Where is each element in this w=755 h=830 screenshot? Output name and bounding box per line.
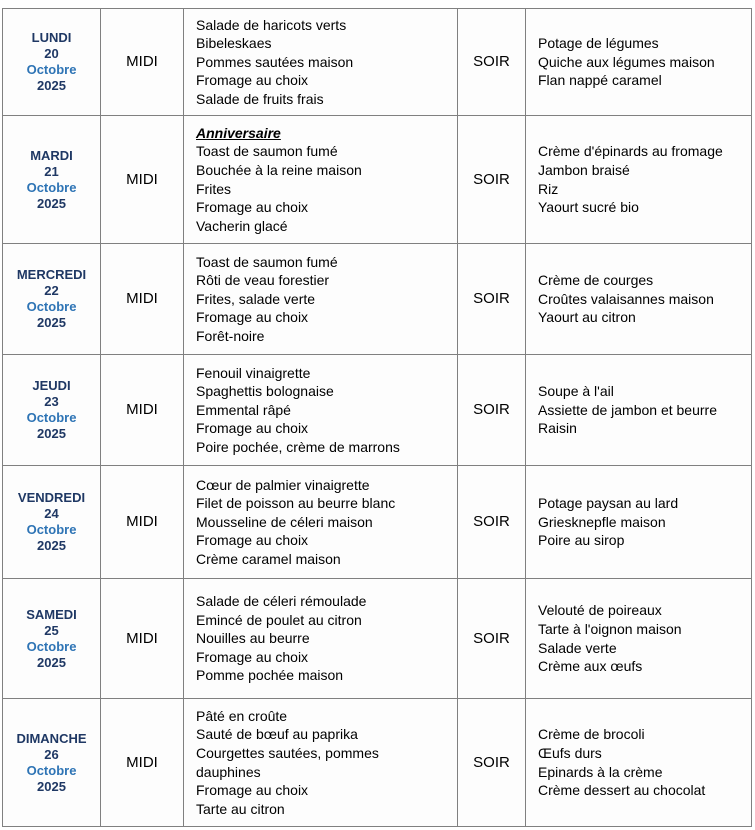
- menu-item: Jambon braisé: [538, 161, 630, 178]
- midi-label: MIDI: [126, 401, 158, 418]
- soir-label: SOIR: [473, 170, 510, 188]
- menu-item: Pomme pochée maison: [196, 667, 344, 684]
- day-year: 2025: [37, 778, 66, 794]
- menu-item: Crème d'épinards au fromage: [538, 143, 723, 160]
- day-year: 2025: [37, 195, 66, 211]
- menu-row: [3, 579, 752, 699]
- soir-label-cell: [458, 355, 526, 466]
- day-cell: [3, 116, 101, 244]
- midi-label-cell: [101, 116, 184, 244]
- day-year: 2025: [37, 538, 66, 553]
- menu-item: Forêt-noire: [196, 327, 265, 344]
- menu-item: Riz: [538, 180, 559, 197]
- menu-row: [3, 699, 752, 827]
- menu-row: [3, 116, 752, 244]
- soir-menu-list: [538, 34, 745, 90]
- midi-label-cell: [101, 466, 184, 579]
- menu-item: Emincé de poulet au citron: [196, 611, 362, 628]
- menu-row: [3, 244, 752, 355]
- soir-label-cell: [458, 244, 526, 355]
- day-year: 2025: [37, 426, 66, 441]
- menu-item: Griesknepfle maison: [538, 513, 666, 530]
- menu-item: Fromage au choix: [196, 648, 309, 665]
- midi-menu-list: [196, 142, 431, 235]
- midi-menu-list: [196, 476, 431, 569]
- soir-menu-cell: [526, 355, 752, 466]
- soir-label: SOIR: [473, 629, 510, 647]
- soir-menu-cell: [526, 579, 752, 699]
- menu-item: Emmental râpé: [196, 401, 291, 418]
- midi-label: MIDI: [126, 170, 158, 188]
- soir-label-cell: [458, 579, 526, 699]
- day-date: 22: [44, 283, 59, 298]
- day-year: 2025: [37, 78, 66, 93]
- soir-label: SOIR: [473, 290, 510, 307]
- day-month: Octobre: [26, 762, 77, 778]
- soir-label-cell: [458, 116, 526, 244]
- menu-item: Fromage au choix: [196, 532, 309, 549]
- midi-label-cell: [101, 699, 184, 827]
- menu-item: Pommes sautées maison: [196, 53, 354, 70]
- menu-item: Cœur de palmier vinaigrette: [196, 476, 370, 493]
- midi-label: MIDI: [126, 53, 158, 70]
- midi-menu-cell: [184, 355, 458, 466]
- menu-item: Fromage au choix: [196, 72, 309, 89]
- day-date: 20: [44, 46, 59, 61]
- menu-item: Courgettes sautées, pommes dauphines: [196, 744, 379, 780]
- menu-item: Vacherin glacé: [196, 217, 288, 234]
- day-year: 2025: [37, 654, 66, 670]
- soir-label: SOIR: [473, 513, 510, 530]
- menu-table: [2, 8, 752, 827]
- soir-label-cell: [458, 699, 526, 827]
- menu-item: Salade de haricots verts: [196, 16, 347, 33]
- day-date: 26: [44, 746, 59, 762]
- menu-item: Poire au sirop: [538, 532, 625, 549]
- day-name: MERCREDI: [16, 267, 87, 282]
- day-name: MARDI: [30, 147, 73, 163]
- soir-menu-cell: [526, 116, 752, 244]
- menu-item: Nouilles au beurre: [196, 630, 310, 647]
- soir-label: SOIR: [473, 401, 510, 418]
- menu-item: Frites: [196, 180, 231, 197]
- midi-label-cell: [101, 244, 184, 355]
- menu-table-body: [3, 9, 752, 827]
- midi-menu-list: [196, 253, 431, 346]
- menu-item: Bibeleskaes: [196, 35, 272, 52]
- menu-item: Crème caramel maison: [196, 550, 341, 567]
- menu-row: [3, 9, 752, 116]
- day-date: 25: [44, 622, 59, 638]
- menu-item: Salade verte: [538, 639, 617, 656]
- day-year: 2025: [37, 315, 66, 330]
- menu-item: Spaghettis bolognaise: [196, 383, 334, 400]
- day-month: Octobre: [26, 410, 77, 425]
- soir-menu-cell: [526, 699, 752, 827]
- menu-item: Yaourt sucré bio: [538, 199, 639, 216]
- menu-item: Fromage au choix: [196, 309, 309, 326]
- menu-item: Epinards à la crème: [538, 763, 663, 780]
- menu-item: Fromage au choix: [196, 420, 309, 437]
- soir-label-cell: [458, 466, 526, 579]
- menu-item: Soupe à l'ail: [538, 383, 614, 400]
- midi-menu-cell: [184, 244, 458, 355]
- menu-item: Potage paysan au lard: [538, 495, 679, 512]
- midi-menu-cell: [184, 579, 458, 699]
- day-month: Octobre: [26, 62, 77, 77]
- day-cell: [3, 355, 101, 466]
- soir-label: SOIR: [473, 753, 510, 771]
- menu-item: Tarte au citron: [196, 800, 285, 817]
- menu-item: Raisin: [538, 420, 577, 437]
- menu-item: Salade de céleri rémoulade: [196, 593, 367, 610]
- menu-item: Fenouil vinaigrette: [196, 364, 311, 381]
- menu-item: Toast de saumon fumé: [196, 253, 338, 270]
- menu-item: Sauté de bœuf au paprika: [196, 726, 358, 743]
- menu-item: Velouté de poireaux: [538, 602, 662, 619]
- day-name: DIMANCHE: [16, 730, 87, 746]
- menu-item: Œufs durs: [538, 744, 602, 761]
- menu-item: Poire pochée, crème de marrons: [196, 438, 400, 455]
- soir-menu-list: [538, 725, 745, 799]
- midi-menu-cell: [184, 9, 458, 116]
- day-cell: [3, 9, 101, 116]
- menu-item: Quiche aux légumes maison: [538, 53, 715, 70]
- menu-item: Bouchée à la reine maison: [196, 161, 362, 178]
- soir-menu-list: [538, 271, 745, 327]
- midi-label: MIDI: [126, 290, 158, 307]
- soir-menu-cell: [526, 244, 752, 355]
- day-date: 24: [44, 506, 59, 521]
- day-month: Octobre: [26, 299, 77, 314]
- menu-item: Frites, salade verte: [196, 290, 316, 307]
- midi-menu-list: [196, 707, 431, 819]
- menu-item: Flan nappé caramel: [538, 72, 662, 89]
- menu-item: Fromage au choix: [196, 199, 309, 216]
- soir-label-cell: [458, 9, 526, 116]
- menu-item: Crème de brocoli: [538, 726, 645, 743]
- soir-label: SOIR: [473, 53, 510, 70]
- midi-label: MIDI: [126, 513, 158, 530]
- soir-menu-list: [538, 494, 745, 550]
- day-cell: [3, 579, 101, 699]
- midi-menu-list: [196, 592, 431, 685]
- soir-menu-list: [538, 382, 745, 438]
- menu-item: Filet de poisson au beurre blanc: [196, 495, 396, 512]
- menu-item: Salade de fruits frais: [196, 90, 324, 107]
- menu-item: Potage de légumes: [538, 35, 659, 52]
- menu-item: Fromage au choix: [196, 782, 309, 799]
- menu-item: Crème aux œufs: [538, 658, 643, 675]
- day-cell: [3, 244, 101, 355]
- soir-menu-list: [538, 142, 745, 216]
- menu-item: Tarte à l'oignon maison: [538, 620, 682, 637]
- day-date: 23: [44, 394, 59, 409]
- midi-menu-cell: [184, 116, 458, 244]
- special-note: Anniversaire: [196, 124, 281, 141]
- menu-item: Yaourt au citron: [538, 309, 636, 326]
- day-name: JEUDI: [32, 378, 71, 393]
- soir-menu-cell: [526, 466, 752, 579]
- menu-item: Pâté en croûte: [196, 707, 288, 724]
- menu-row: [3, 466, 752, 579]
- midi-label: MIDI: [126, 753, 158, 771]
- menu-item: Mousseline de céleri maison: [196, 513, 373, 530]
- menu-item: Assiette de jambon et beurre: [538, 401, 717, 418]
- midi-menu-cell: [184, 466, 458, 579]
- day-cell: [3, 699, 101, 827]
- menu-item: Crème dessert au chocolat: [538, 782, 706, 799]
- midi-menu-list: [196, 364, 431, 457]
- day-name: LUNDI: [31, 30, 72, 45]
- menu-item: Rôti de veau forestier: [196, 272, 330, 289]
- day-date: 21: [44, 163, 59, 179]
- day-name: SAMEDI: [26, 606, 77, 622]
- soir-menu-list: [538, 601, 745, 675]
- midi-label-cell: [101, 9, 184, 116]
- day-name: VENDREDI: [17, 490, 86, 505]
- midi-label: MIDI: [126, 629, 158, 647]
- midi-menu-cell: [184, 699, 458, 827]
- menu-item: Croûtes valaisannes maison: [538, 290, 714, 307]
- soir-menu-cell: [526, 9, 752, 116]
- day-month: Octobre: [26, 638, 77, 654]
- menu-item: Crème de courges: [538, 272, 654, 289]
- day-cell: [3, 466, 101, 579]
- midi-label-cell: [101, 579, 184, 699]
- menu-item: Toast de saumon fumé: [196, 143, 338, 160]
- midi-menu-list: [196, 16, 431, 109]
- midi-label-cell: [101, 355, 184, 466]
- day-month: Octobre: [26, 179, 77, 195]
- menu-row: [3, 355, 752, 466]
- day-month: Octobre: [26, 522, 77, 537]
